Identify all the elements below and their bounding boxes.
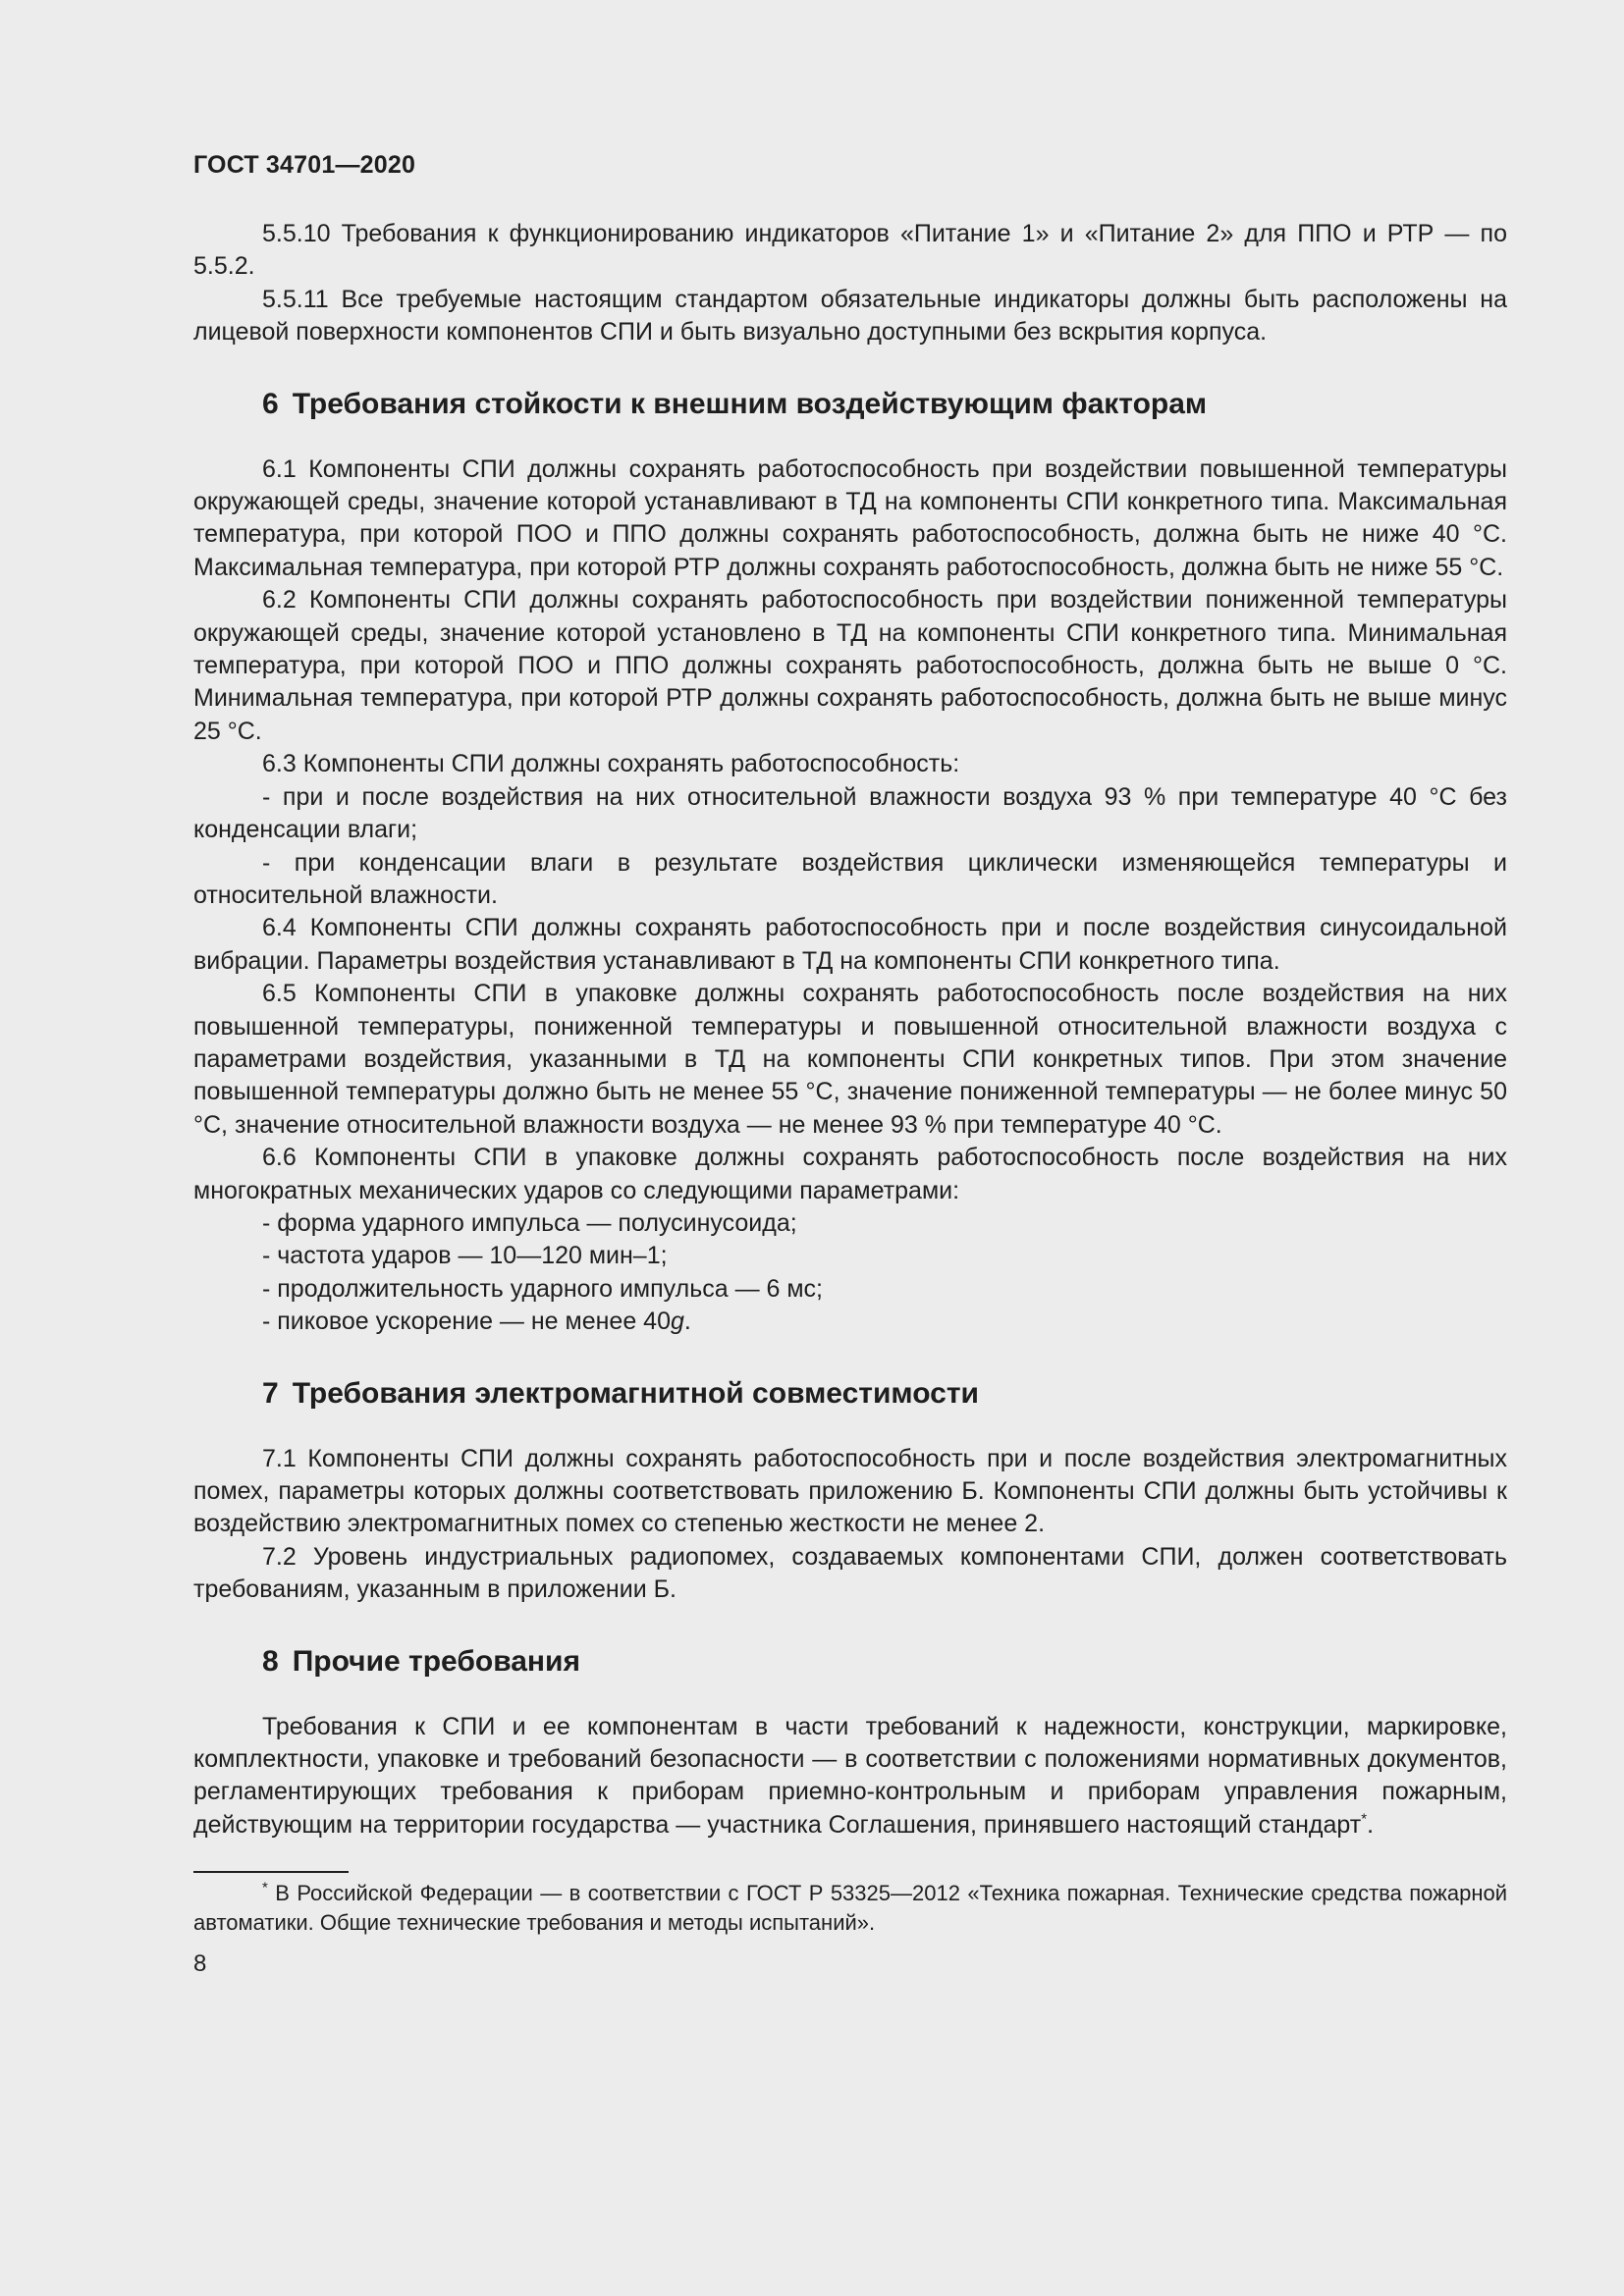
footnote-mark: * [262,1879,268,1896]
clause-7-2: 7.2 Уровень индустриальных радиопомех, создаваемых компонентами СПИ, должен соответствовать требованиям, указанным в приложении Б. [193,1542,1507,1604]
section-6-number: 6 [262,387,279,420]
clause-6-6-item-2: - частота ударов — 10—120 мин–1; [262,1242,668,1270]
document-page [193,147,1507,1979]
clause-6-6: 6.6 Компоненты СПИ в упаковке должны сохранять работоспособность после воздействия на них многократных механических ударов со следующими параметрами: [193,1144,1507,1204]
footnote-reference[interactable]: * [1361,1810,1368,1828]
clause-6-4: 6.4 Компоненты СПИ должны сохранять работоспособность при и после воздействия синусоидальной вибрации. Параметры воздействия устанавливают в ТД на компоненты СПИ конкретного типа. [193,914,1507,975]
section-7-number: 7 [262,1376,279,1410]
section-7-title: Требования электромагнитной совместимости [292,1376,979,1410]
clause-6-3: 6.3 Компоненты СПИ должны сохранять работоспособность: [262,750,960,778]
section-8-title: Прочие требования [292,1644,580,1678]
clause-6-6-item-4 [193,1306,1507,1338]
section-8-heading [262,1642,1507,1682]
section-6-title: Требования стойкости к внешним воздействующим факторам [292,387,1208,420]
clause-5-5-10: 5.5.10 Требования к функционированию индикаторов «Питание 1» и «Питание 2» для ППО и РТР — по 5.5.2. [193,220,1507,281]
page-number: 8 [193,1950,207,1978]
clause-6-6-item-4-end: . [683,1308,691,1336]
clause-6-3-item-2: - при конденсации влаги в результате воздействия циклически изменяющейся температуры и относительной влажности. [193,848,1507,909]
clause-5-5-11: 5.5.11 Все требуемые настоящим стандартом обязательные индикаторы должны быть расположены на лицевой поверхности компонентов СПИ и быть визуально доступными без вскрытия корпуса. [193,285,1507,347]
clause-6-6-item-1: - форма ударного импульса — полусинусоида; [262,1208,797,1237]
section-6-heading [262,385,1507,424]
clause-6-1: 6.1 Компоненты СПИ должны сохранять работоспособность при воздействии повышенной температуры окружающей среды, значение которой устанавливают в ТД на компоненты СПИ конкретного типа. Максимальная температура, при которой ПОО и ППО должны сохранять работоспособность, должна быть не ниже 40 °С. Максимальная температура, при которой РТР должны сохранять работоспособность, должна быть не ниже 55 °С. [193,454,1507,581]
document-header: ГОСТ 34701—2020 [193,151,416,179]
clause-7-1: 7.1 Компоненты СПИ должны сохранять работоспособность при и после воздействия электромагнитных помех, параметры которых должны соответствовать приложению Б. Компоненты СПИ должны быть устойчивы к воздействию электромагнитных помех со степенью жесткости не менее 2. [193,1444,1507,1538]
clause-8-end: . [1367,1810,1375,1839]
clause-6-6-item-3: - продолжительность ударного импульса — 6 мс; [262,1274,823,1303]
gravity-symbol: g [670,1308,684,1336]
section-8-number: 8 [262,1644,279,1678]
clause-6-6-item-4-text: - пиковое ускорение — не менее 40 [262,1308,671,1336]
clause-8-text [193,1711,1507,1842]
footnote-divider [193,1871,349,1873]
footnote [193,1879,1507,1938]
footnote-text: В Российской Федерации — в соответствии с ГОСТ Р 53325—2012 «Техника пожарная. Технические средства пожарной автоматики. Общие технические требования и методы испытаний». [193,1881,1507,1936]
clause-6-2: 6.2 Компоненты СПИ должны сохранять работоспособность при воздействии пониженной температуры окружающей среды, значение которой установлено в ТД на компоненты СПИ конкретного типа. Минимальная температура, при которой ПОО и ППО должны сохранять работоспособность, должна быть не выше 0 °С. Минимальная температура, при которой РТР должны сохранять работоспособность, должна быть не выше минус 25 °С. [193,586,1507,745]
section-7-heading [262,1374,1507,1414]
clause-6-3-item-1: - при и после воздействия на них относительной влажности воздуха 93 % при температуре 40 °С без конденсации влаги; [193,782,1507,844]
clause-6-5: 6.5 Компоненты СПИ в упаковке должны сохранять работоспособность после воздействия на них повышенной температуры, пониженной температуры и повышенной относительной влажности воздуха с параметрами воздействия, указанными в ТД на компоненты СПИ конкретных типов. При этом значение повышенной температуры должно быть не менее 55 °С, значение пониженной температуры — не более минус 50 °С, значение относительной влажности воздуха — не менее 93 % при температуре 40 °С. [193,980,1507,1139]
clause-8-body: Требования к СПИ и ее компонентам в части требований к надежности, конструкции, маркировке, комплектности, упаковке и требований безопасности — в соответствии с положениями нормативных документов, регламентирующих требования к приборам приемно-контрольным и приборам управления пожарным, действующим на территории государства — участника Соглашения, принявшего настоящий стандарт [193,1712,1507,1839]
